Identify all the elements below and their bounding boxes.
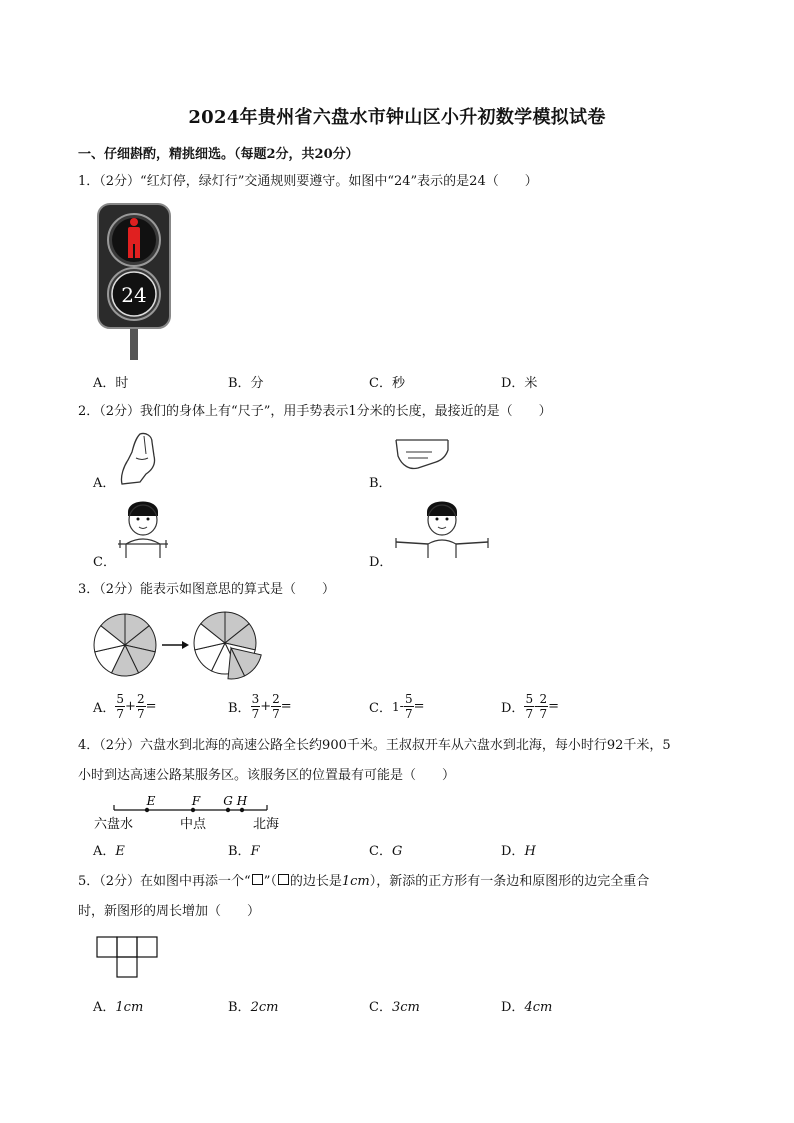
question-3-stem: 3．（2分）能表示如图意思的算式是（ ）	[78, 582, 336, 597]
q5-option-a: A．1cm	[93, 1000, 144, 1015]
hand-span-figure	[392, 436, 452, 476]
q1-option-b: B．分	[228, 376, 264, 391]
exam-title: 2024年贵州省六盘水市钟山区小升初数学模拟试卷	[188, 107, 606, 128]
arrow-icon	[162, 641, 189, 649]
pie-after	[194, 612, 261, 679]
q1-option-d: D．米	[501, 376, 538, 391]
q2-option-b: B．	[369, 476, 392, 491]
square-icon	[252, 874, 263, 885]
traffic-light-figure	[96, 202, 172, 360]
question-5-stem-line1: 5．（2分）在如图中再添一个“ ”（ 的边长是1cm），新添的正方形有一条边和原图形的边完全重合	[78, 874, 650, 889]
q3-option-c: C． 1 - $\frac{5}{7}$ =	[369, 692, 425, 721]
q4-option-d: D．H	[501, 844, 536, 859]
q1-option-c: C．秒	[369, 376, 405, 391]
point-f-label: F	[191, 794, 201, 808]
q5-option-b: B．2cm	[228, 1000, 279, 1015]
q4-option-c: C．G	[369, 844, 403, 859]
boy-small-span-figure	[112, 494, 174, 560]
pie-figure	[92, 610, 262, 682]
question-4-stem-line2: 小时到达高速公路某服务区。该服务区的位置最有可能是（ ）	[78, 768, 456, 783]
q3-option-b: B． $\frac{3}{7}$ + $\frac{2}{7}$ =	[228, 692, 292, 721]
point-h-label: H	[236, 794, 248, 808]
q3-option-a: A． $\frac{5}{7}$ + $\frac{2}{7}$ =	[93, 692, 157, 721]
question-5-stem-line2: 时，新图形的周长增加（ ）	[78, 904, 261, 919]
question-1-stem: 1．（2分）“红灯停，绿灯行”交通规则要遵守。如图中“24”表示的是24（ ）	[78, 174, 538, 189]
q2-option-d: D．	[369, 555, 393, 570]
q4-option-b: B．F	[228, 844, 260, 859]
pie-before	[94, 614, 156, 676]
boy-wide-span-figure	[392, 494, 492, 560]
q3-option-d: D． $\frac{5}{7}$ - $\frac{2}{7}$ =	[501, 692, 560, 721]
point-e-label: E	[146, 794, 156, 808]
point-g-label: G	[223, 794, 233, 808]
end-label: 北海	[253, 817, 280, 832]
countdown-number: 24	[121, 283, 147, 307]
square-icon	[278, 874, 289, 885]
q5-option-d: D．4cm	[501, 1000, 553, 1015]
hand-pinch-figure	[116, 430, 170, 488]
squares-figure	[96, 936, 160, 978]
q1-option-a: A．时	[93, 376, 129, 391]
q4-option-a: A．E	[93, 844, 125, 859]
q2-option-a: A．	[93, 476, 116, 491]
question-2-stem: 2．（2分）我们的身体上有“尺子”，用手势表示1分米的长度，最接近的是（ ）	[78, 404, 552, 419]
start-label: 六盘水	[94, 817, 134, 832]
q5-option-c: C．3cm	[369, 1000, 420, 1015]
section-heading: 一、仔细斟酌，精挑细选。（每题2分，共20分）	[78, 147, 359, 162]
q2-option-c: C．	[93, 555, 116, 570]
midpoint-label: 中点	[180, 817, 207, 832]
question-4-stem-line1: 4．（2分）六盘水到北海的高速公路全长约900千米。王叔叔开车从六盘水到北海，每小时行92千米，5	[78, 738, 671, 753]
number-line-figure	[90, 792, 290, 834]
